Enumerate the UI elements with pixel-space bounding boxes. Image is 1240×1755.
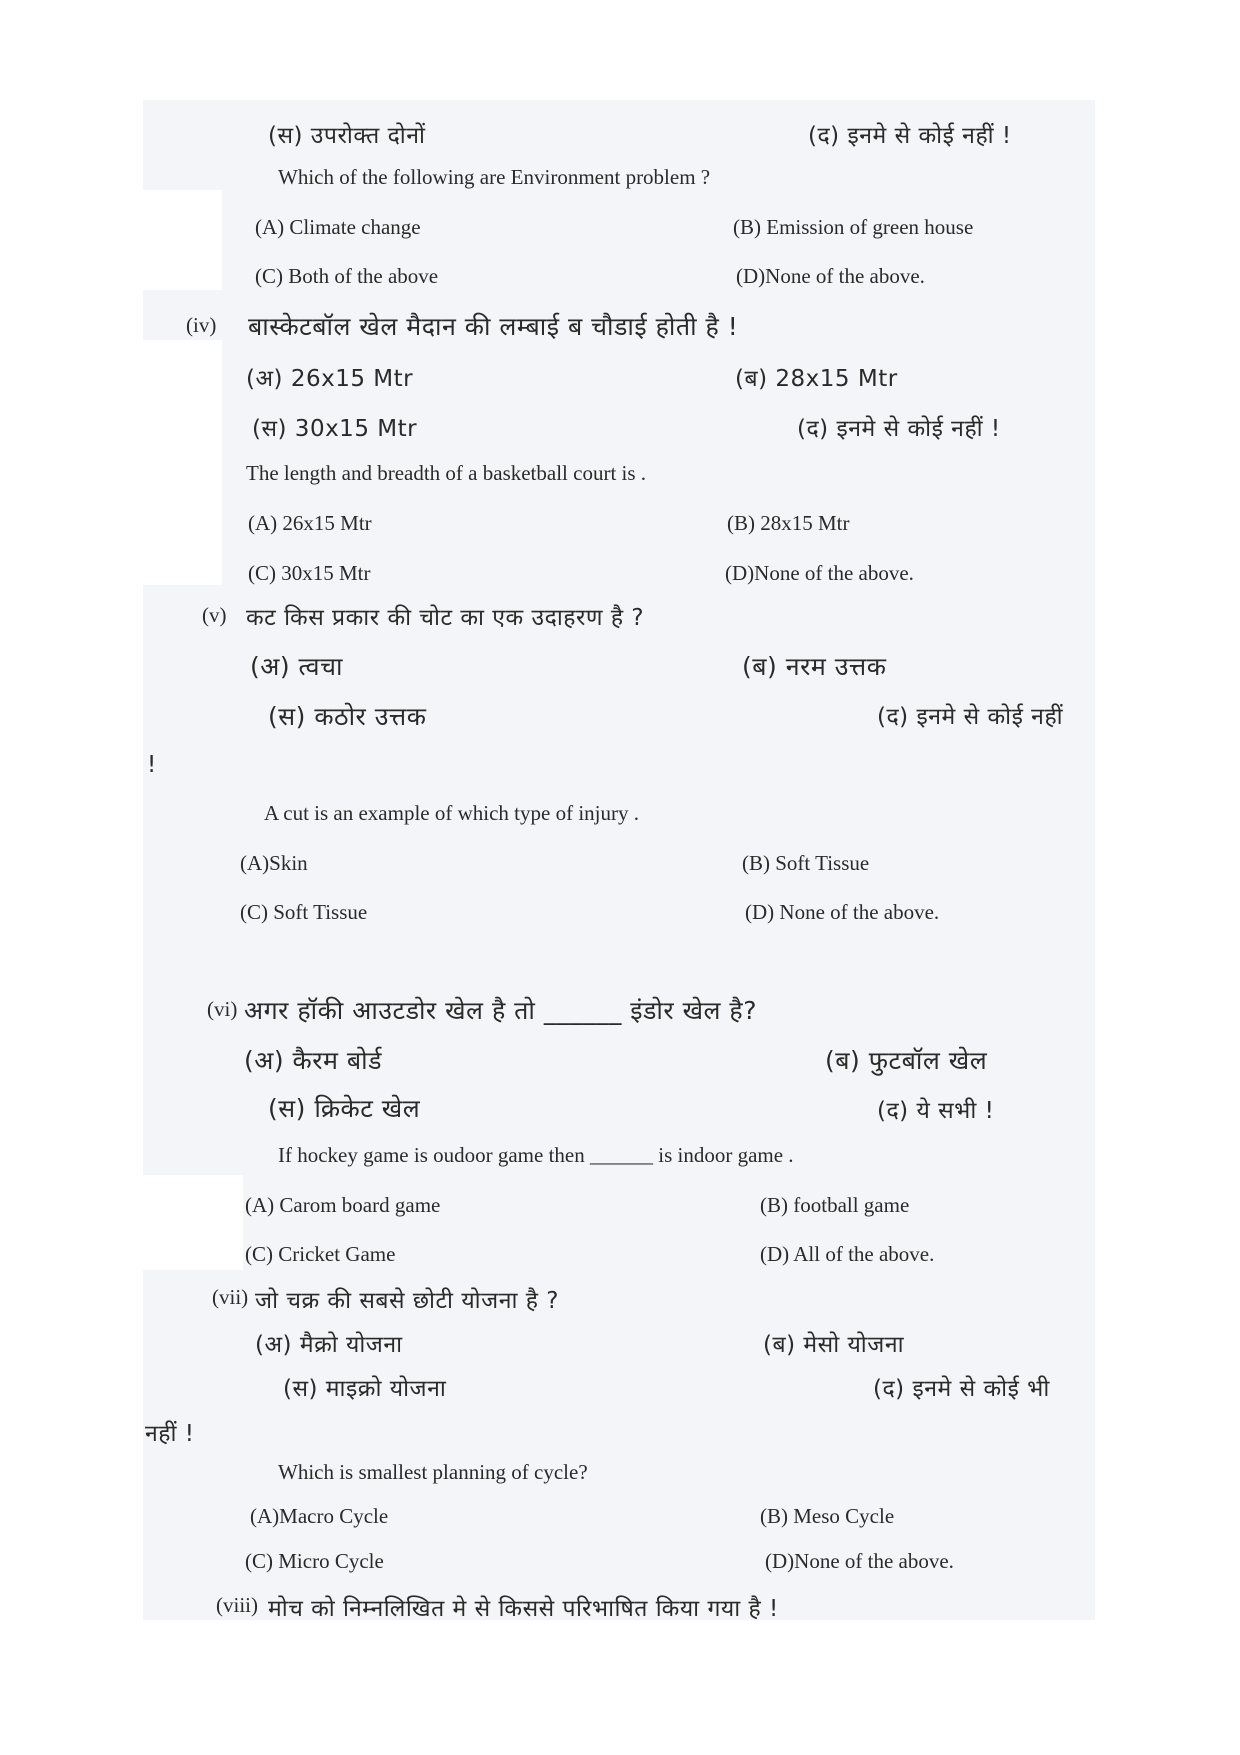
q7-hi-option-a: (अ) मैक्रो योजना xyxy=(255,1332,403,1358)
q5-en-option-b: (B) Soft Tissue xyxy=(742,851,870,875)
q6-en-option-a: (A) Carom board game xyxy=(245,1193,441,1217)
q4-en-option-b: (B) 28x15 Mtr xyxy=(727,511,850,535)
q6-hi-option-d: (द) ये सभी ! xyxy=(877,1098,995,1124)
q8-hi-question: मोच को निम्नलिखित मे से किससे परिभाषित किया गया है ! xyxy=(268,1596,779,1622)
q7-hi-option-d-wrap: नहीं ! xyxy=(145,1421,195,1447)
q5-en-question: A cut is an example of which type of injury . xyxy=(264,801,639,825)
q6-hi-question: अगर हॉकी आउटडोर खेल है तो ______ इंडोर खेल है? xyxy=(244,996,757,1025)
q5-number: (v) xyxy=(202,603,227,627)
q4-en-option-c: (C) 30x15 Mtr xyxy=(248,561,371,585)
q7-en-option-a: (A)Macro Cycle xyxy=(250,1504,389,1528)
q6-number: (vi) xyxy=(207,997,238,1021)
q5-hi-option-c: (स) कठोर उत्तक xyxy=(268,702,427,731)
q6-hi-option-b: (ब) फुटबॉल खेल xyxy=(825,1046,988,1075)
q5-en-option-c: (C) Soft Tissue xyxy=(240,900,368,924)
q4-hi-question: बास्केटबॉल खेल मैदान की लम्बाई ब चौडाई होती है ! xyxy=(248,312,739,341)
q7-en-option-d: (D)None of the above. xyxy=(765,1549,954,1573)
q6-hi-option-a: (अ) कैरम बोर्ड xyxy=(244,1046,383,1075)
q7-en-question: Which is smallest planning of cycle? xyxy=(278,1460,588,1484)
q4-hi-option-a: (अ) 26x15 Mtr xyxy=(246,366,414,392)
q5-en-option-a: (A)Skin xyxy=(240,851,308,875)
q8-number: (viii) xyxy=(216,1593,258,1617)
q3-hi-option-c: (स) उपरोक्त दोनों xyxy=(268,123,426,149)
q3-en-option-b: (B) Emission of green house xyxy=(733,215,974,239)
q4-en-question: The length and breadth of a basketball court is . xyxy=(246,461,647,485)
q5-hi-option-a: (अ) त्वचा xyxy=(250,652,343,681)
q3-en-option-d: (D)None of the above. xyxy=(736,264,925,288)
q4-hi-option-c: (स) 30x15 Mtr xyxy=(252,416,418,442)
q7-en-option-c: (C) Micro Cycle xyxy=(245,1549,384,1573)
q5-hi-question: कट किस प्रकार की चोट का एक उदाहरण है ? xyxy=(246,605,645,631)
q6-en-option-c: (C) Cricket Game xyxy=(245,1242,396,1266)
q7-hi-option-c: (स) माइक्रो योजना xyxy=(283,1376,447,1402)
q5-hi-option-d-wrap: ! xyxy=(147,752,157,778)
q6-hi-option-c: (स) क्रिकेट खेल xyxy=(268,1094,421,1123)
q4-hi-option-b: (ब) 28x15 Mtr xyxy=(735,366,898,392)
q4-hi-option-d: (द) इनमे से कोई नहीं ! xyxy=(797,416,1001,442)
q3-en-question: Which of the following are Environment problem ? xyxy=(278,165,711,189)
q3-en-option-c: (C) Both of the above xyxy=(255,264,439,288)
q3-hi-option-d: (द) इनमे से कोई नहीं ! xyxy=(808,123,1012,149)
q5-hi-option-b: (ब) नरम उत्तक xyxy=(742,652,887,681)
q7-hi-option-d: (द) इनमे से कोई भी xyxy=(873,1376,1050,1402)
q7-en-option-b: (B) Meso Cycle xyxy=(760,1504,895,1528)
q5-hi-option-d: (द) इनमे से कोई नहीं xyxy=(877,704,1064,730)
q7-hi-option-b: (ब) मेसो योजना xyxy=(763,1332,905,1358)
q5-en-option-d: (D) None of the above. xyxy=(745,900,940,924)
q7-number: (vii) xyxy=(212,1285,249,1309)
q6-en-option-d: (D) All of the above. xyxy=(760,1242,935,1266)
q4-en-option-a: (A) 26x15 Mtr xyxy=(248,511,372,535)
q6-en-option-b: (B) football game xyxy=(760,1193,910,1217)
q3-en-option-a: (A) Climate change xyxy=(255,215,421,239)
q4-number: (iv) xyxy=(186,313,217,337)
q6-en-question: If hockey game is oudoor game then ______ is indoor game . xyxy=(278,1143,794,1167)
q4-en-option-d: (D)None of the above. xyxy=(725,561,914,585)
q7-hi-question: जो चक्र की सबसे छोटी योजना है ? xyxy=(255,1288,559,1314)
